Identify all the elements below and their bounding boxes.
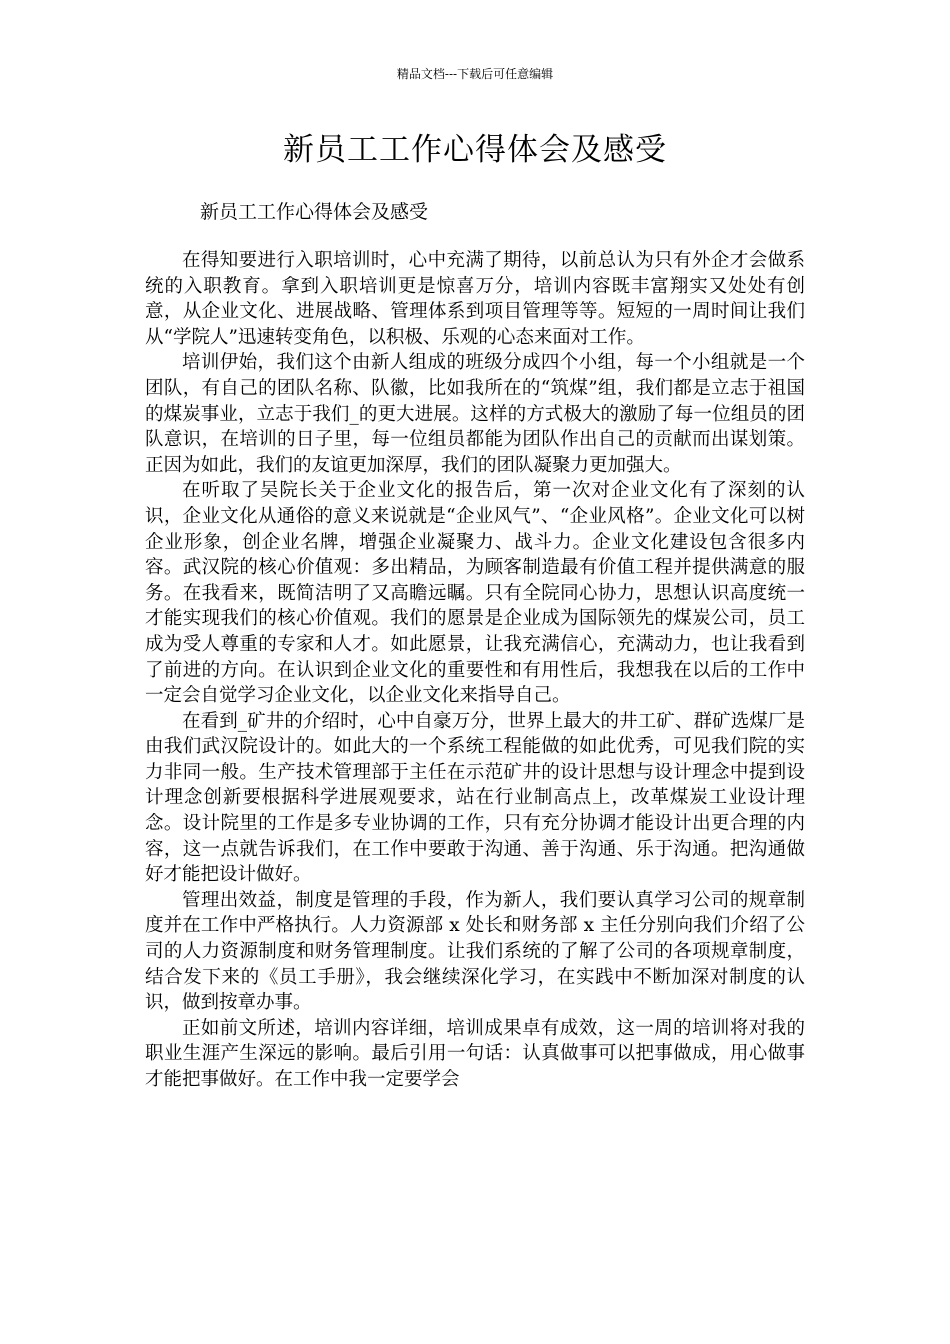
header-note: 精品文档---下载后可任意编辑 <box>396 67 554 81</box>
paragraph: 正如前文所述，培训内容详细，培训成果卓有成效，这一周的培训将对我的职业生涯产生深远的影响。最后引用一句话：认真做事可以把事做成，用心做事才能把事做好。在工作中我一定要学会 <box>145 1017 805 1090</box>
paragraph: 在得知要进行入职培训时，心中充满了期待，以前总认为只有外企才会做系统的入职教育。拿到入职培训更是惊喜万分，培训内容既丰富翔实又处处有创意，从企业文化、进展战略、管理体系到项目管理等等。短短的一周时间让我们从“学院人”迅速转变角色，以积极、乐观的心态来面对工作。 <box>145 250 805 348</box>
paragraph: 在看到_矿井的介绍时，心中自豪万分，世界上最大的井工矿、群矿选煤厂是由我们武汉院设计的。如此大的一个系统工程能做的如此优秀，可见我们院的实力非同一般。生产技术管理部于主任在示范矿井的设计思想与设计理念中提到设计理念创新要根据科学进展观要求，站在行业制高点上，改革煤炭工业设计理念。设计院里的工作是多专业协调的工作，只有充分协调才能设计出更合理的内容，这一点就告诉我们，在工作中要敢于沟通、善于沟通、乐于沟通。把沟通做好才能把设计做好。 <box>145 710 805 886</box>
paragraph: 在听取了吴院长关于企业文化的报告后，第一次对企业文化有了深刻的认识，企业文化从通俗的意义来说就是“企业风气”、“企业风格”。企业文化可以树企业形象，创企业名牌，增强企业凝聚力、战斗力。企业文化建设包含很多内容。武汉院的核心价值观：多出精品，为顾客制造最有价值工程并提供满意的服务。在我看来，既简洁明了又高瞻远瞩。只有全院同心协力，思想认识高度统一才能实现我们的核心价值观。我们的愿景是企业成为国际领先的煤炭公司，员工成为受人尊重的专家和人才。如此愿景，让我充满信心，充满动力，也让我看到了前进的方向。在认识到企业文化的重要性和有用性后，我想我在以后的工作中一定会自觉学习企业文化，以企业文化来指导自己。 <box>145 480 805 707</box>
document-body <box>145 248 805 1093</box>
paragraph: 管理出效益，制度是管理的手段，作为新人，我们要认真学习公司的规章制度并在工作中严格执行。人力资源部 x 处长和财务部 x 主任分别向我们介绍了公司的人力资源制度和财务管理制度。让我们系统的了解了公司的各项规章制度，结合发下来的《员工手册》，我会继续深化学习，在实践中不断加深对制度的认识，做到按章办事。 <box>145 889 805 1014</box>
document-subtitle: 新员工工作心得体会及感受 <box>200 201 429 223</box>
document-title: 新员工工作心得体会及感受 <box>283 132 667 168</box>
paragraph: 培训伊始，我们这个由新人组成的班级分成四个小组，每一个小组就是一个团队，有自己的团队名称、队徽，比如我所在的“筑煤”组，我们都是立志于祖国的煤炭事业，立志于我们_的更大进展。这样的方式极大的激励了每一位组员的团队意识，在培训的日子里，每一位组员都能为团队作出自己的贡献而出谋划策。正因为如此，我们的友谊更加深厚，我们的团队凝聚力更加强大。 <box>145 352 805 476</box>
